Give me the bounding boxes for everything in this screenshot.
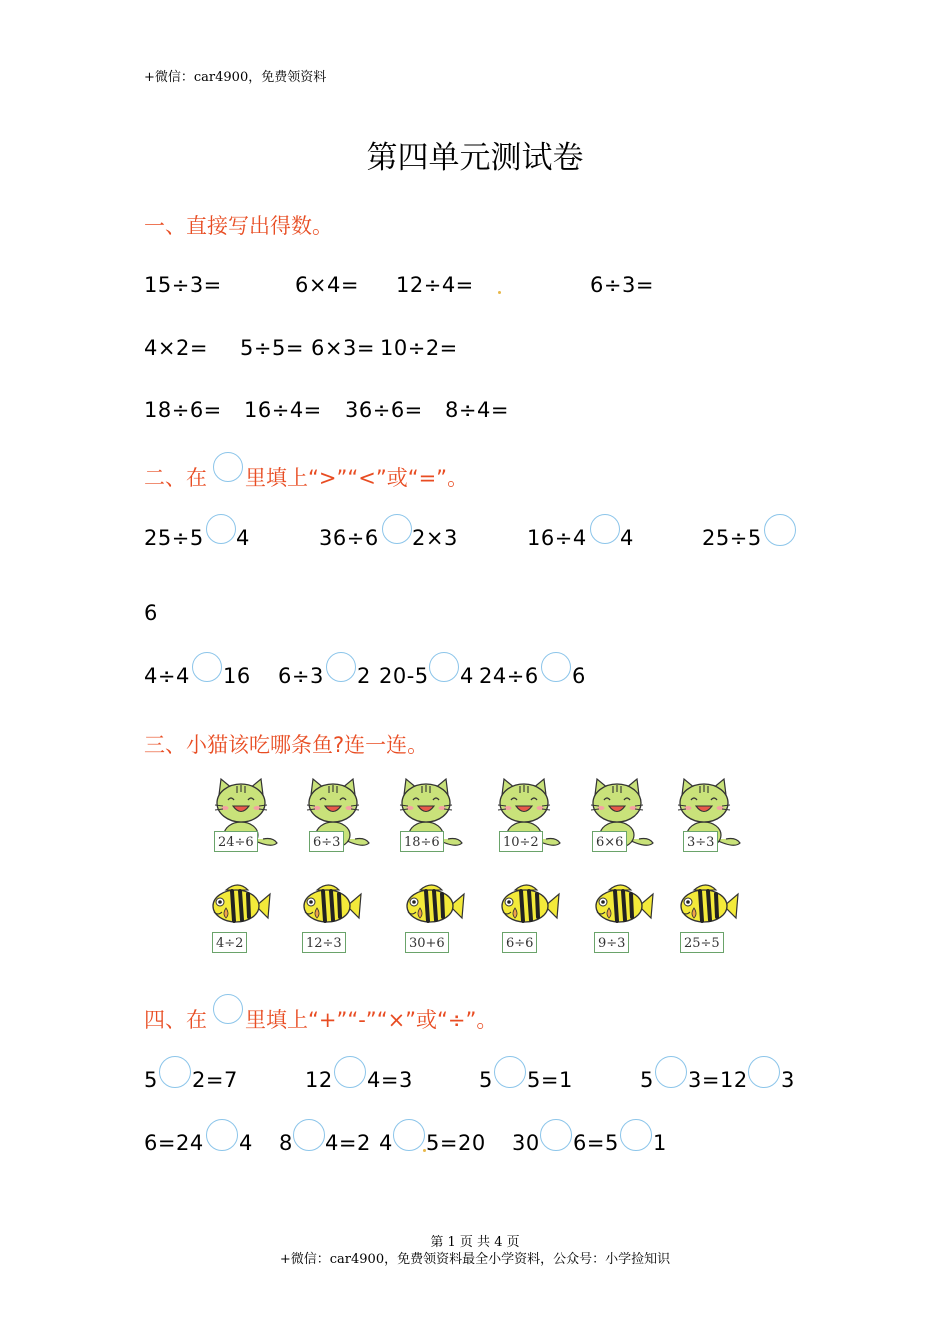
part2-row-1 xyxy=(144,526,824,558)
expr: 4 xyxy=(236,526,250,550)
expr: 6÷3 xyxy=(278,664,324,688)
fish-icon xyxy=(299,882,363,930)
expr: 25÷5 xyxy=(144,526,204,550)
expr: 36÷6= xyxy=(345,398,423,422)
expr: 1 xyxy=(653,1131,667,1155)
expr: 16÷4= xyxy=(244,398,322,422)
expr: 8 xyxy=(279,1131,293,1155)
fish-card: 30+6 xyxy=(405,932,449,953)
part1-row-1 xyxy=(144,273,844,303)
expr: 3=12 xyxy=(688,1068,748,1092)
fish-illustration[interactable] xyxy=(676,882,740,934)
answer-circle[interactable] xyxy=(326,652,356,682)
expr: 5÷5= xyxy=(240,336,304,360)
expr: 20-5 xyxy=(379,664,429,688)
fish-illustration[interactable] xyxy=(591,882,655,934)
expr: 5 xyxy=(144,1068,158,1092)
fish-illustration[interactable] xyxy=(299,882,363,934)
fish-illustration[interactable] xyxy=(402,882,466,934)
cat-card: 18÷6 xyxy=(400,831,444,852)
fish-icon xyxy=(497,882,561,930)
expr: 4×2= xyxy=(144,336,208,360)
expr: 4÷4 xyxy=(144,664,190,688)
answer-circle[interactable] xyxy=(541,652,571,682)
expr: 4=2 xyxy=(325,1131,371,1155)
fish-card: 25÷5 xyxy=(680,932,724,953)
fish-card: 12÷3 xyxy=(302,932,346,953)
expr: 8÷4= xyxy=(445,398,509,422)
expr: 15÷3= xyxy=(144,273,222,297)
expr: 4 xyxy=(460,664,474,688)
part2-row-1-wrap: 6 xyxy=(144,601,158,625)
fish-illustration[interactable] xyxy=(208,882,272,934)
fish-card: 4÷2 xyxy=(212,932,247,953)
cat-card: 6×6 xyxy=(592,831,627,852)
expr: 5 xyxy=(479,1068,493,1092)
part4-row-2 xyxy=(144,1131,844,1163)
expr: 4 xyxy=(379,1131,393,1155)
answer-circle[interactable] xyxy=(293,1119,325,1151)
section-2-text-b: 里填上“>”“<”或“=”。 xyxy=(245,466,469,490)
expr: 3 xyxy=(781,1068,795,1092)
answer-circle[interactable] xyxy=(159,1056,191,1088)
expr: 24÷6 xyxy=(479,664,539,688)
answer-circle[interactable] xyxy=(206,514,236,544)
answer-circle-icon xyxy=(213,994,243,1024)
footer-note: +微信：car4900，免费领资料最全小学资料，公众号：小学捡知识 xyxy=(279,1252,671,1267)
expr: 5 xyxy=(640,1068,654,1092)
expr: 5=20 xyxy=(426,1131,486,1155)
expr: 10÷2= xyxy=(380,336,458,360)
fish-icon xyxy=(676,882,740,930)
footer-page-number: 第 1 页 共 4 页 xyxy=(430,1235,520,1250)
cat-card: 24÷6 xyxy=(214,831,258,852)
section-4-text-a: 四、在 xyxy=(144,1008,207,1032)
cat-card: 6÷3 xyxy=(309,831,344,852)
part4-row-1 xyxy=(144,1068,844,1100)
expr: 25÷5 xyxy=(702,526,762,550)
expr: 4=3 xyxy=(367,1068,413,1092)
fish-card: 9÷3 xyxy=(594,932,629,953)
expr: 12 xyxy=(305,1068,333,1092)
expr: 6=24 xyxy=(144,1131,204,1155)
expr: 6×4= xyxy=(295,273,359,297)
expr: 4 xyxy=(620,526,634,550)
cat-card: 3÷3 xyxy=(683,831,718,852)
expr: 12÷4= xyxy=(396,273,474,297)
fish-illustration[interactable] xyxy=(497,882,561,934)
answer-circle[interactable] xyxy=(748,1056,780,1088)
fish-icon xyxy=(402,882,466,930)
answer-circle[interactable] xyxy=(590,514,620,544)
expr: 2×3 xyxy=(412,526,458,550)
expr: 6×3= xyxy=(311,336,375,360)
part2-row-2 xyxy=(144,664,824,696)
answer-circle[interactable] xyxy=(620,1119,652,1151)
answer-circle[interactable] xyxy=(655,1056,687,1088)
stray-dot xyxy=(498,291,501,294)
part1-row-3 xyxy=(144,398,844,428)
answer-circle[interactable] xyxy=(192,652,222,682)
expr: 6÷3= xyxy=(590,273,654,297)
answer-circle[interactable] xyxy=(382,514,412,544)
answer-circle[interactable] xyxy=(540,1119,572,1151)
answer-circle[interactable] xyxy=(206,1119,238,1151)
answer-circle[interactable] xyxy=(393,1119,425,1151)
header-note: +微信：car4900，免费领资料 xyxy=(144,70,327,85)
section-2-text-a: 二、在 xyxy=(144,466,207,490)
expr: 2 xyxy=(357,664,371,688)
section-4-text-b: 里填上“+”“-”“×”或“÷”。 xyxy=(245,1008,498,1032)
expr: 6=5 xyxy=(573,1131,619,1155)
expr: 16 xyxy=(223,664,251,688)
fish-card: 6÷6 xyxy=(502,932,537,953)
expr: 5=1 xyxy=(527,1068,573,1092)
fish-icon xyxy=(591,882,655,930)
expr: 2=7 xyxy=(192,1068,238,1092)
expr: 6 xyxy=(572,664,586,688)
expr: 4 xyxy=(239,1131,253,1155)
section-4-heading xyxy=(144,1004,664,1034)
expr: 18÷6= xyxy=(144,398,222,422)
section-1-heading: 一、直接写出得数。 xyxy=(144,214,333,238)
answer-circle-icon xyxy=(213,452,243,482)
section-3-heading: 三、小猫该吃哪条鱼?连一连。 xyxy=(144,733,429,757)
answer-circle[interactable] xyxy=(764,514,796,546)
answer-circle[interactable] xyxy=(429,652,459,682)
page-title: 第四单元测试卷 xyxy=(366,140,584,176)
expr: 30 xyxy=(512,1131,540,1155)
section-2-heading xyxy=(144,462,644,492)
answer-circle[interactable] xyxy=(334,1056,366,1088)
cat-card: 10÷2 xyxy=(499,831,543,852)
fish-icon xyxy=(208,882,272,930)
expr: 16÷4 xyxy=(527,526,587,550)
expr: 36÷6 xyxy=(319,526,379,550)
part1-row-2 xyxy=(144,336,844,366)
answer-circle[interactable] xyxy=(494,1056,526,1088)
